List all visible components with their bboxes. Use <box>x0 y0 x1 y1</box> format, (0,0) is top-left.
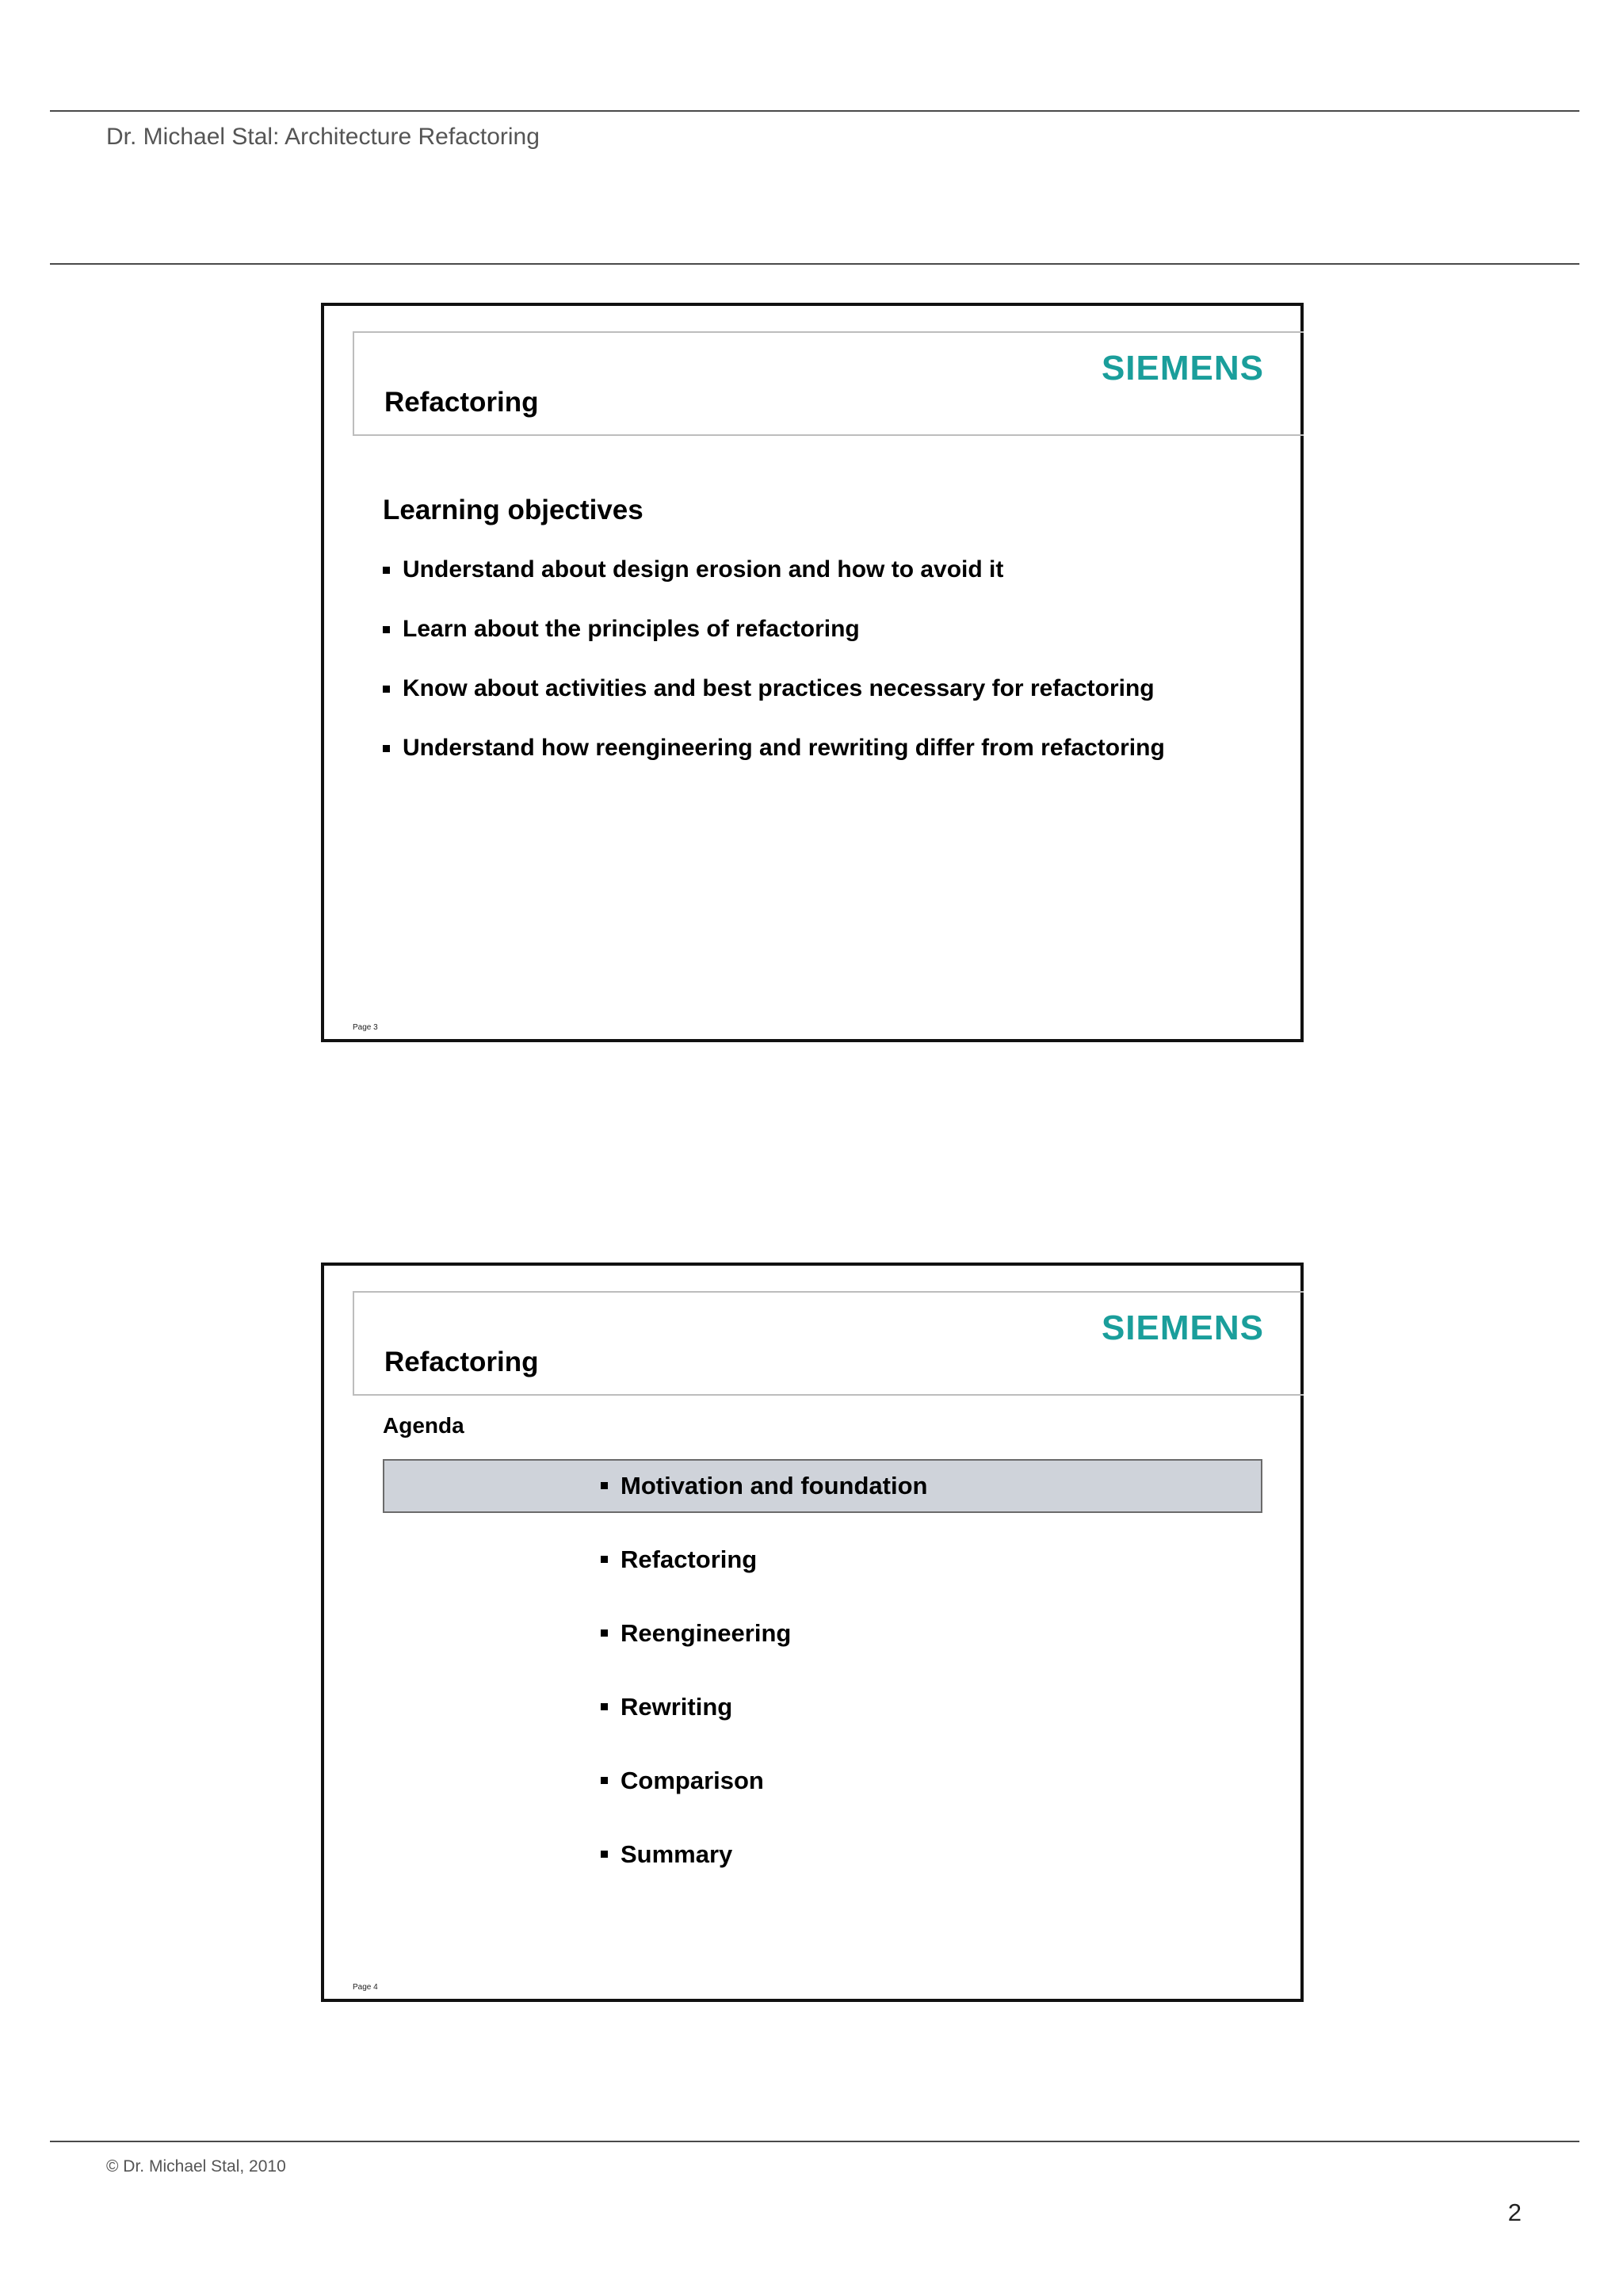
footer-rule <box>50 2141 1579 2142</box>
square-bullet-icon <box>601 1629 608 1637</box>
agenda-item-text: Refactoring <box>621 1545 758 1573</box>
agenda-item-text: Motivation and foundation <box>621 1472 928 1499</box>
page-number: 2 <box>1507 2199 1522 2226</box>
objectives-list <box>383 556 1165 794</box>
slide-title: Refactoring <box>384 387 539 418</box>
agenda-item-text: Summary <box>621 1840 733 1868</box>
square-bullet-icon <box>601 1703 608 1710</box>
agenda-list <box>601 1472 927 1914</box>
square-bullet-icon <box>383 626 390 633</box>
square-bullet-icon <box>601 1851 608 1858</box>
slide-title: Refactoring <box>384 1347 539 1377</box>
slide-agenda <box>321 1263 1304 2002</box>
list-item-text: Understand how reengineering and rewriting differ from refactoring <box>403 735 1165 761</box>
square-bullet-icon <box>383 745 390 752</box>
document-header-title: Dr. Michael Stal: Architecture Refactoring <box>106 124 540 150</box>
slide-header <box>353 331 1304 436</box>
square-bullet-icon <box>601 1777 608 1784</box>
list-item <box>383 675 1165 735</box>
square-bullet-icon <box>601 1482 608 1489</box>
square-bullet-icon <box>383 686 390 693</box>
square-bullet-icon <box>601 1556 608 1563</box>
agenda-item-motivation <box>601 1472 927 1545</box>
slide-page-label: Page 3 <box>353 1023 378 1032</box>
agenda-item-text: Comparison <box>621 1767 764 1794</box>
agenda-item-reengineering <box>601 1619 927 1693</box>
slide-header <box>353 1291 1304 1396</box>
slide-page-label: Page 4 <box>353 1983 378 1992</box>
agenda-item-text: Rewriting <box>621 1693 733 1721</box>
list-item <box>383 556 1165 616</box>
agenda-label: Agenda <box>383 1413 464 1438</box>
list-item-text: Learn about the principles of refactoring <box>403 616 860 642</box>
list-item <box>383 616 1165 675</box>
list-item-text: Know about activities and best practices necessary for refactoring <box>403 675 1155 701</box>
list-item <box>383 735 1165 794</box>
header-bottom-rule <box>50 263 1579 265</box>
agenda-item-text: Reengineering <box>621 1619 792 1647</box>
footer-copyright: © Dr. Michael Stal, 2010 <box>106 2157 286 2176</box>
learning-objectives-heading: Learning objectives <box>383 495 643 525</box>
agenda-item-refactoring <box>601 1545 927 1619</box>
agenda-item-comparison <box>601 1767 927 1840</box>
siemens-logo: SIEMENS <box>1101 1308 1264 1347</box>
header-top-rule <box>50 110 1579 112</box>
list-item-text: Understand about design erosion and how to avoid it <box>403 556 1004 583</box>
square-bullet-icon <box>383 567 390 574</box>
agenda-item-summary <box>601 1840 927 1914</box>
slide-learning-objectives <box>321 303 1304 1042</box>
agenda-item-rewriting <box>601 1693 927 1767</box>
siemens-logo: SIEMENS <box>1101 349 1264 388</box>
